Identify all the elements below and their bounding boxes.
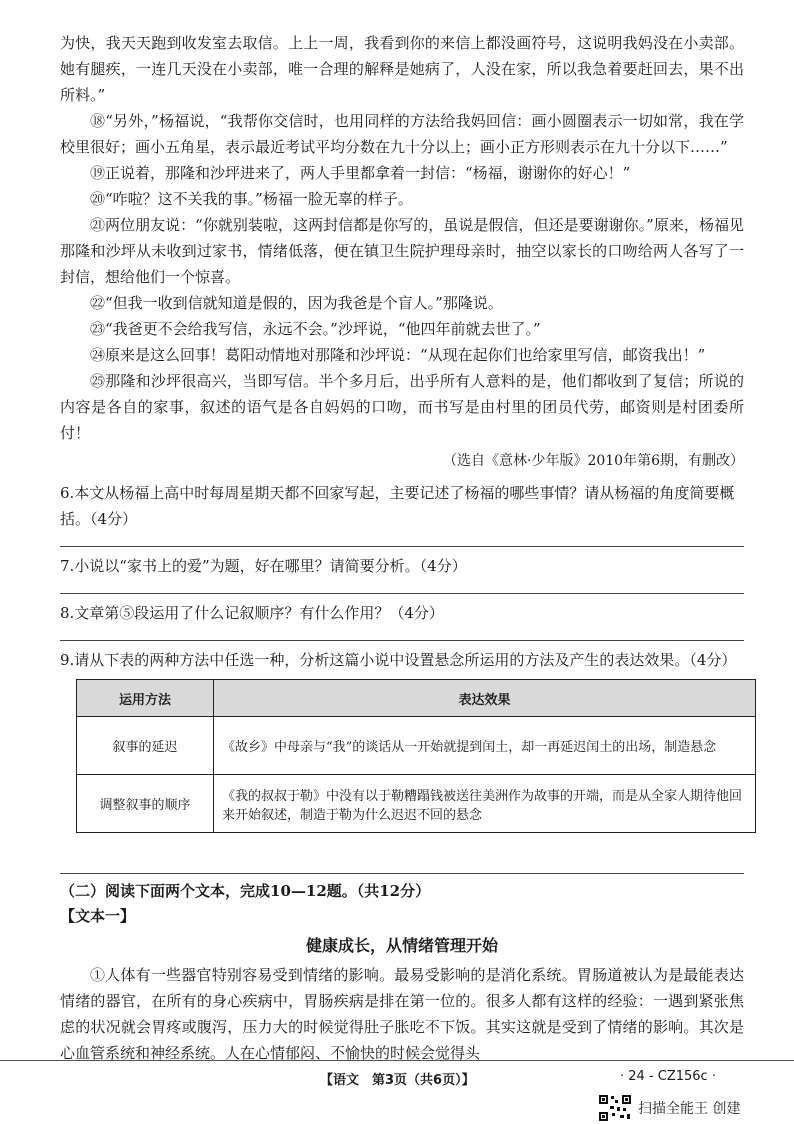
suspense-methods-table [76,679,756,833]
table-cell-effect: 《故乡》中母亲与“我”的谈话从一开始就提到闰土，却一再延迟闰土的出场，制造悬念 [214,717,756,775]
page-code: · 24 - CZ156c · [620,1069,716,1084]
article-title: 健康成长，从情绪管理开始 [305,936,498,955]
table-cell-effect: 《我的叔叔于勒》中没有以于勒糟蹋钱被送往美洲作为故事的开端，而是从全家人期待他回来开始叙述，制造于勒为什么迟迟不回的悬念 [214,775,756,833]
question-7: 7.小说以“家书上的爱”为题，好在哪里？请简要分析。（4分） [60,557,467,575]
qr-code-icon [598,1094,632,1122]
story-source: （选自《意林·少年版》2010年第6期，有删改） [443,453,744,469]
table-header-row [77,680,756,717]
table-row [77,717,756,775]
story-paragraph: 为快，我天天跑到收发室去取信。上上一周，我看到你的来信上都没画符号，这说明我妈没在小卖部。她有腿疾，一连几天没在小卖部，唯一合理的解释是她病了，人没在家，所以我急着要赶回去，果不出所料。” [60,34,744,104]
answer-space [60,833,744,863]
scanner-watermark [598,1094,740,1122]
text-label: 【文本一】 [60,907,136,925]
story-paragraph: ㉓“我爸更不会给我写信，永远不会。”沙坪说，“他四年前就去世了。” [90,320,541,338]
story-paragraph: ⑱“另外，”杨福说，“我帮你交信时，也用同样的方法给我妈回信：画小圆圈表示一切如常，我在学校里很好；画小五角星，表示最近考试平均分数在九十分以上；画小正方形则表示在九十分以下……” [60,112,744,156]
story-paragraph: ㉒“但我一收到信就知道是假的，因为我爸是个盲人。”那隆说。 [90,294,503,312]
page-info: 【语文 第3页（共6页）】 [320,1073,475,1088]
table-cell-method: 调整叙事的顺序 [77,775,214,833]
question-9: 9.请从下表的两种方法中任选一种，分析这篇小说中设置悬念所运用的方法及产生的表达效果。（4分） [60,651,737,669]
story-paragraph: ㉔原来是这么回事！葛阳动情地对那隆和沙坪说：“从现在起你们也给家里写信，邮资我出！” [90,346,706,364]
story-paragraph: ㉑两位朋友说：“你就别装啦，这两封信都是你写的，虽说是假信，但还是要谢谢你。”原来，杨福见那隆和沙坪从未收到过家书，情绪低落，便在镇卫生院护理母亲时，抽空以家长的口吻给两人各写了一封信，想给他们一个惊喜。 [60,216,744,286]
table-row [77,775,756,833]
answer-line [60,532,744,547]
answer-line [60,579,744,594]
scanner-text: 扫描全能王 创建 [638,1101,741,1117]
table-header-method: 运用方法 [77,680,214,717]
answer-line [60,626,744,641]
story-paragraph: ㉕那隆和沙坪很高兴，当即写信。半个多月后，出乎所有人意料的是，他们都收到了复信；所说的内容是各自的家事，叙述的语气是各自妈妈的口吻，而书写是由村里的团员代劳，邮资则是村团委所付！ [60,372,744,442]
question-6: 6.本文从杨福上高中时每周星期天都不回家写起，主要记述了杨福的哪些事情？请从杨福的角度简要概括。（4分） [60,484,735,528]
table-header-effect: 表达效果 [214,680,756,717]
section-heading: （二）阅读下面两个文本，完成10—12题。（共12分） [60,873,744,904]
exam-page [60,30,744,1066]
page-footer [0,1060,794,1088]
story-paragraph: ⑲正说着，那隆和沙坪进来了，两人手里都拿着一封信：“杨福，谢谢你的好心！” [90,164,631,182]
article-paragraph: ①人体有一些器官特别容易受到情绪的影响。最易受影响的是消化系统。胃肠道被认为是最能表达情绪的器官，在所有的身心疾病中，胃肠疾病是排在第一位的。很多人都有这样的经验：一遇到紧张焦虑的状况就会胃疼或腹泻，压力大的时候觉得肚子胀吃不下饭。其实这就是受到了情绪的影响。其次是心血管系统和神经系统。人在心情郁闷、不愉快的时候会觉得头 [60,966,744,1062]
table-cell-method: 叙事的延迟 [77,717,214,775]
question-8: 8.文章第⑤段运用了什么记叙顺序？有什么作用？（4分） [60,604,444,622]
story-paragraph: ⑳“咋啦？这不关我的事。”杨福一脸无辜的样子。 [90,190,413,208]
